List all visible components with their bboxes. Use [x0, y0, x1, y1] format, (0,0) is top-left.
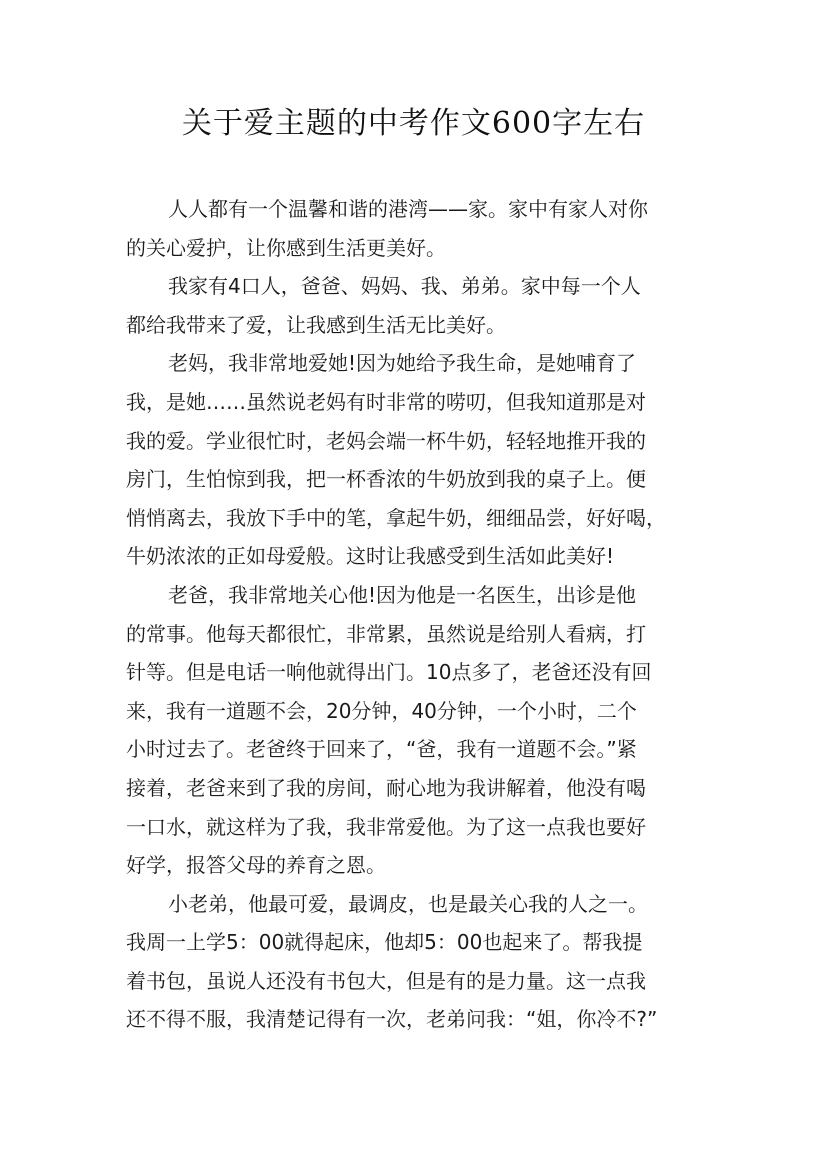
- paragraph-line: 老爸，我非常地关心他!因为他是一名医生，出诊是他: [168, 582, 637, 607]
- paragraph-line: 悄悄离去，我放下手中的笔，拿起牛奶，细细品尝，好好喝，: [126, 505, 666, 530]
- paragraph-line: 人人都有一个温馨和谐的港湾——家。家中有家人对你: [168, 197, 648, 221]
- document-title: 关于爱主题的中考作文600字左右: [181, 106, 646, 141]
- paragraph-line: 着书包，虽说人还没有书包大，但是有的是力量。这一点我: [126, 968, 646, 993]
- paragraph-line: 来，我有一道题不会，20分钟，40分钟，一个小时，二个: [126, 698, 637, 723]
- paragraph-line: 牛奶浓浓的正如母爱般。这时让我感受到生活如此美好!: [126, 544, 615, 569]
- paragraph-line: 我，是她……虽然说老妈有时非常的唠叨，但我知道那是对: [126, 389, 646, 414]
- paragraph-line: 的常事。他每天都很忙，非常累，虽然说是给别人看病，打: [126, 621, 646, 646]
- paragraph-line: 的关心爱护，让你感到生活更美好。: [126, 235, 446, 260]
- essay-body: [126, 190, 726, 1039]
- paragraph-line: 一口水，就这样为了我，我非常爱他。为了这一点我也要好: [126, 814, 646, 839]
- paragraph-line: 小时过去了。老爸终于回来了，“爸，我有一道题不会。”紧: [126, 737, 637, 762]
- paragraph-line: 我家有4口人，爸爸、妈妈、我、弟弟。家中每一个人: [168, 274, 641, 299]
- paragraph-line: 小老弟，他最可爱，最调皮，也是最关心我的人之一。: [168, 891, 648, 916]
- paragraph-line: 我周一上学5：00就得起床，他却5：00也起来了。帮我提: [126, 930, 643, 955]
- paragraph-line: 好学，报答父母的养育之恩。: [126, 853, 386, 878]
- paragraph-line: 针等。但是电话一响他就得出门。10点多了，老爸还没有回: [126, 660, 652, 685]
- paragraph-line: 老妈，我非常地爱她!因为她给予我生命，是她哺育了: [168, 351, 637, 376]
- paragraph-line: 还不得不服，我清楚记得有一次，老弟问我：“姐，你冷不?”: [126, 1007, 658, 1032]
- paragraph-line: 都给我带来了爱，让我感到生活无比美好。: [126, 312, 506, 337]
- paragraph-line: 房门，生怕惊到我，把一杯香浓的牛奶放到我的桌子上。便: [126, 467, 646, 492]
- paragraph-line: 接着，老爸来到了我的房间，耐心地为我讲解着，他没有喝: [126, 775, 646, 800]
- paragraph-line: 我的爱。学业很忙时，老妈会端一杯牛奶，轻轻地推开我的: [126, 428, 646, 453]
